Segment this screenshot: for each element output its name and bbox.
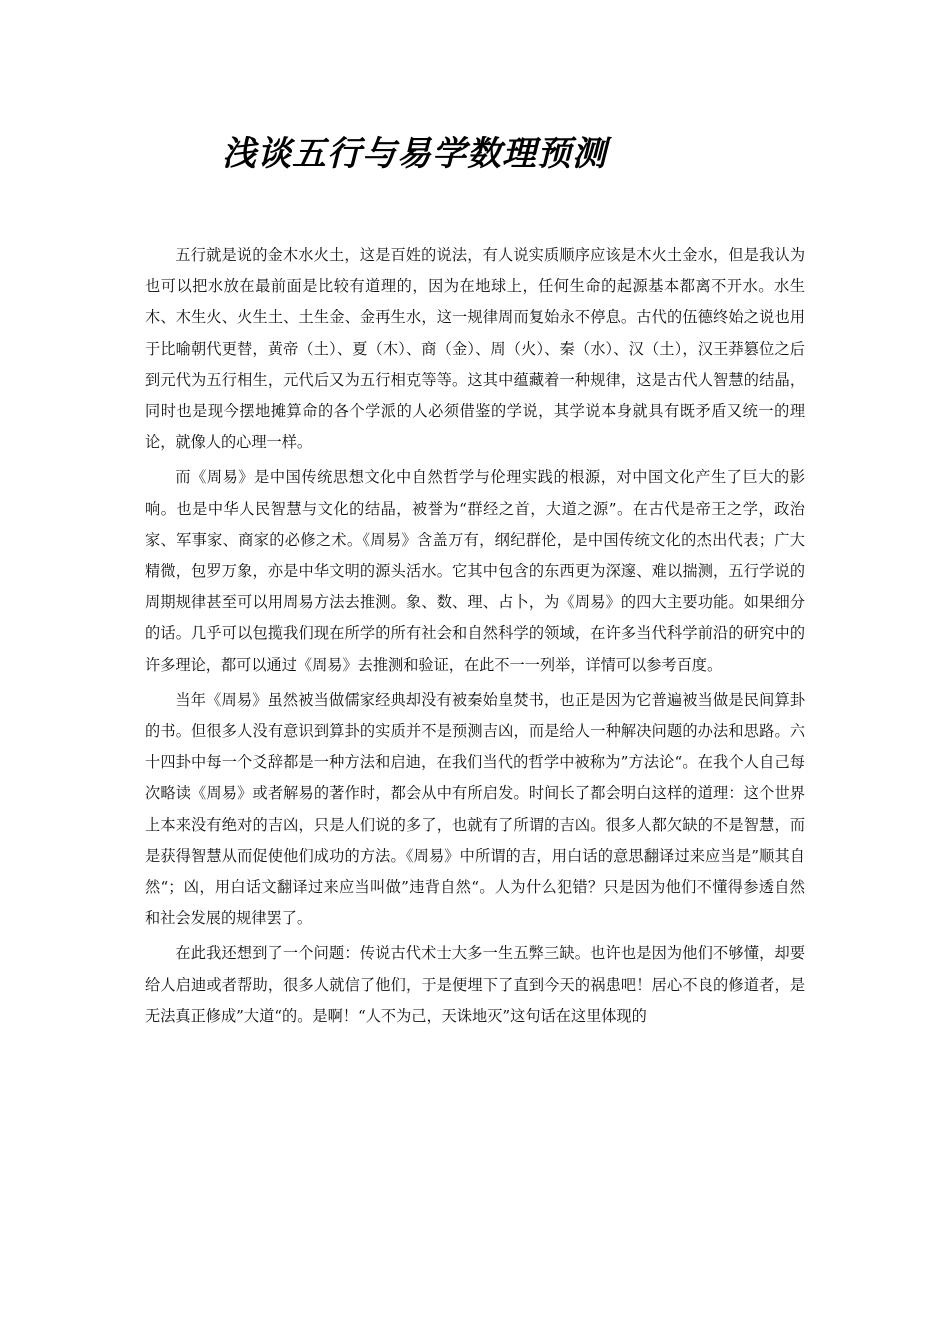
paragraph-3: 当年《周易》虽然被当做儒家经典却没有被秦始皇焚书，也正是因为它普遍被当做是民间算卦的书。但很多人没有意识到算卦的实质并不是预测吉凶，而是给人一种解决问题的办法和思路。六十四卦中每一个爻辞都是一种方法和启迪，在我们当代的哲学中被称为”方法论“。在我个人自己每次略读《周易》或者解易的著作时，都会从中有所启发。时间长了都会明白这样的道理：这个世界上本来没有绝对的吉凶，只是人们说的多了，也就有了所谓的吉凶。很多人都欠缺的不是智慧，而是获得智慧从而促使他们成功的方法。《周易》中所谓的吉，用白话的意思翻译过来应当是”顺其自然“；凶，用白话文翻译过来应当叫做”违背自然“。人为什么犯错？只是因为他们不懂得参透自然和社会发展的规律罢了。 bbox=[145, 690, 805, 928]
paragraph-2: 而《周易》是中国传统思想文化中自然哲学与伦理实践的根源，对中国文化产生了巨大的影响。也是中华人民智慧与文化的结晶，被誉为“群经之首，大道之源”。在古代是帝王之学，政治家、军事家、商家的必修之术。《周易》含盖万有，纲纪群伦，是中国传统文化的杰出代表；广大精微，包罗万象，亦是中华文明的源头活水。它其中包含的东西更为深邃、难以揣测，五行学说的周期规律甚至可以用周易方法去推测。象、数、理、占卜，为《周易》的四大主要功能。如果细分的话。几乎可以包揽我们现在所学的所有社会和自然科学的领域，在许多当代科学前沿的研究中的许多理论，都可以通过《周易》去推测和验证，在此不一一列举，详情可以参考百度。 bbox=[145, 468, 805, 674]
document-title: 浅谈五行与易学数理预测 bbox=[222, 134, 607, 174]
document-body bbox=[145, 240, 805, 1036]
paragraph-4: 在此我还想到了一个问题：传说古代术士大多一生五弊三缺。也许也是因为他们不够懂，却要给人启迪或者帮助，很多人就信了他们，于是便埋下了直到今天的祸患吧！居心不良的修道者，是无法真正修成”大道“的。是啊！“人不为己，天诛地灭”这句话在这里体现的 bbox=[145, 944, 805, 1025]
paragraph-1: 五行就是说的金木水火土，这是百姓的说法，有人说实质顺序应该是木火土金水，但是我认为也可以把水放在最前面是比较有道理的，因为在地球上，任何生命的起源基本都离不开水。水生木、木生火、火生土、土生金、金再生水，这一规律周而复始永不停息。古代的伍德终始之说也用于比喻朝代更替，黄帝（土）、夏（木）、商（金）、周（火）、秦（水）、汉（土），汉王莽篡位之后到元代为五行相生，元代后又为五行相克等等。这其中蕴藏着一种规律，这是古代人智慧的结晶，同时也是现今摆地摊算命的各个学派的人必须借鉴的学说，其学说本身就具有既矛盾又统一的理论，就像人的心理一样。 bbox=[145, 246, 805, 452]
